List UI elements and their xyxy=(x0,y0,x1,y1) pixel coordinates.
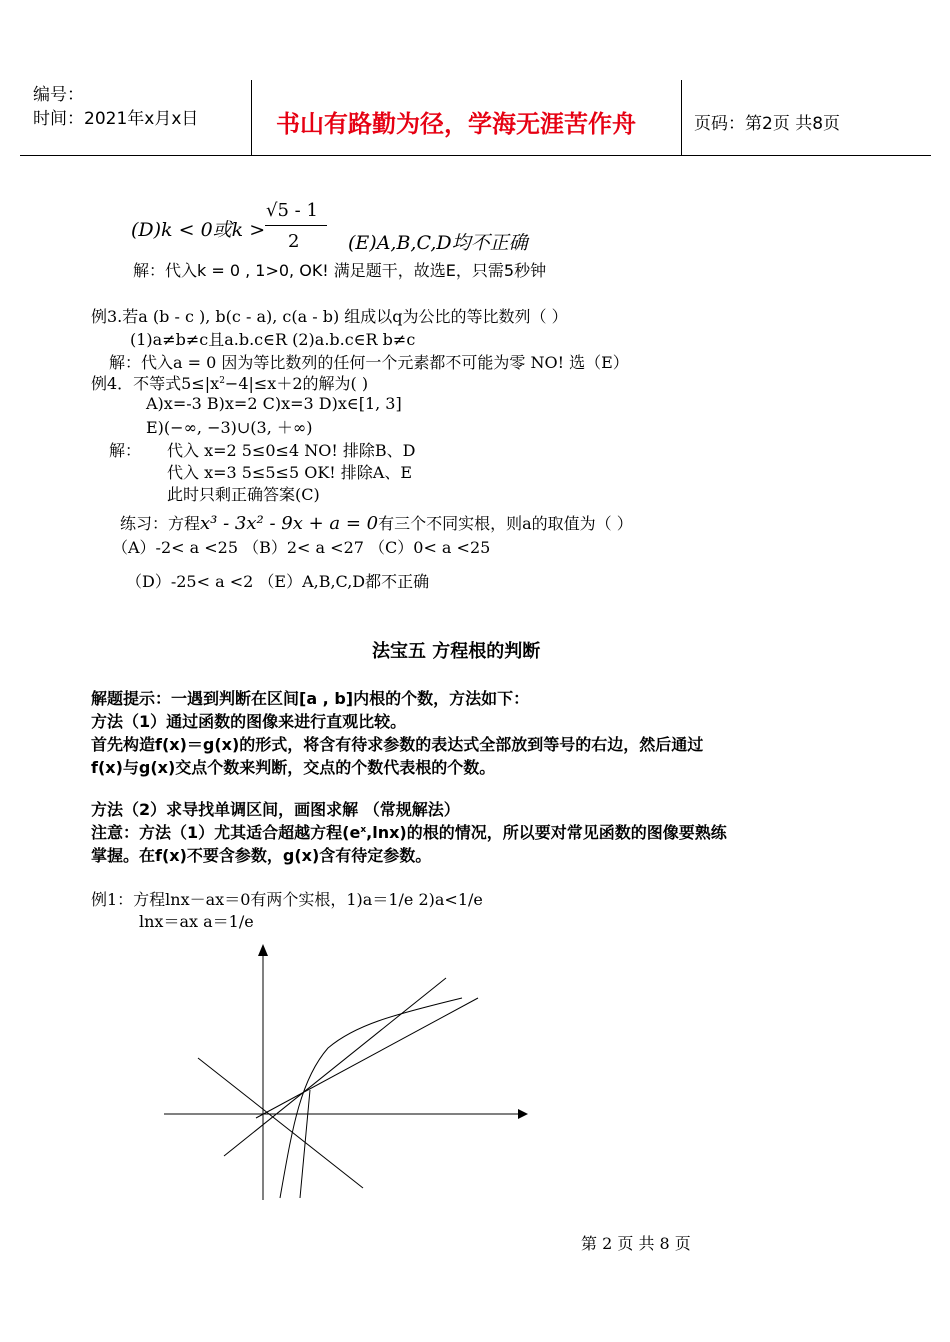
tip-line-1: 解题提示：一遇到判断在区间[a , b]内根的个数，方法如下： xyxy=(91,689,530,708)
option-e-label: (E)A,B,C,D均不正确 xyxy=(348,232,528,254)
option-d-label: (D)k < 0或k > xyxy=(131,219,266,241)
y-axis-arrow xyxy=(258,944,268,956)
steep-line xyxy=(300,1090,310,1198)
example4-question: 例4．不等式$5\le|x^2-4|\le x+2$的解为( ) xyxy=(91,374,369,393)
practice-question: 练习：方程x³ - 3x² - 9x + a = 0有三个不同实根，则a的取值为（ ） xyxy=(120,513,633,534)
practice-options-1: （A）-2< a <25 （B）2< a <27 （C）0< a <25 xyxy=(112,538,491,557)
tip-line-2: 方法（1）通过函数的图像来进行直观比较。 xyxy=(91,712,407,731)
note-line-1: 注意：方法（1）尤其适合超越方程$(e^x,\ln x)$的根的情况，所以要对常见函数的图像要熟练 xyxy=(91,823,727,842)
method2-line: 方法（2）求导找单调区间，画图求解 （常规解法） xyxy=(91,800,460,819)
fraction-denominator: 2 xyxy=(288,231,300,252)
example3-question: 例3.若a (b - c ), b(c - a), c(a - b) 组成以q为公比的等比数列（ ） xyxy=(91,307,568,326)
example4-solution-3: 此时只剩正确答案(C) xyxy=(167,485,320,504)
example1-question: 例1：方程lnx－ax＝0有两个实根，1)a＝1/e 2)a<1/e xyxy=(91,890,483,909)
secant-line xyxy=(256,998,478,1118)
example4-options-1: A)x=-3 B)x=2 C)x=3 D)x∈[1, 3] xyxy=(146,394,402,413)
negative-slope-line xyxy=(198,1058,363,1188)
tip-line-4: f(x)与g(x)交点个数来判断，交点的个数代表根的个数。 xyxy=(91,758,496,777)
note-line-2: 掌握。在f(x)不要含参数，g(x)含有待定参数。 xyxy=(91,846,432,865)
example4-solution-2: 代入 x=3 5≤5≤5 OK! 排除A、E xyxy=(167,463,413,482)
example3-solution: 解：代入a = 0 因为等比数列的任何一个元素都不可能为零 NO! 选（E） xyxy=(109,353,629,372)
time-label: 时间：2021年x月x日 xyxy=(33,109,199,129)
log-curve xyxy=(280,998,462,1198)
section-title: 法宝五 方程根的判断 xyxy=(372,641,541,662)
example4-solution-1: 代入 x=2 5≤0≤4 NO! 排除B、D xyxy=(167,441,416,460)
example4-solution-label: 解： xyxy=(109,441,142,460)
page-number-label: 页码：第2页 共8页 xyxy=(694,114,841,134)
fraction-numerator: √5 - 1 xyxy=(266,200,318,221)
solution-line: 解：代入k = 0 , 1>0, OK! 满足题干，故选E，只需5秒钟 xyxy=(133,261,547,280)
tip-line-3: 首先构造f(x)＝g(x)的形式，将含有待求参数的表达式全部放到等号的右边，然后通过 xyxy=(91,735,704,754)
example4-options-2: E)(−∞, −3)∪(3, ＋∞) xyxy=(146,418,313,437)
practice-options-2: （D）-25< a <2 （E）A,B,C,D都不正确 xyxy=(126,572,430,591)
footer-page: 第 2 页 共 8 页 xyxy=(581,1234,691,1253)
serial-label: 编号： xyxy=(33,85,84,105)
header-motto: 书山有路勤为径，学海无涯苦作舟 xyxy=(276,110,636,138)
example1-equation: lnx＝ax a＝1/e xyxy=(139,912,254,931)
x-axis-arrow xyxy=(518,1109,528,1119)
example3-options: (1)a≠b≠c且a.b.c∈R (2)a.b.c∈R b≠c xyxy=(130,330,416,349)
tangent-line xyxy=(224,978,446,1156)
